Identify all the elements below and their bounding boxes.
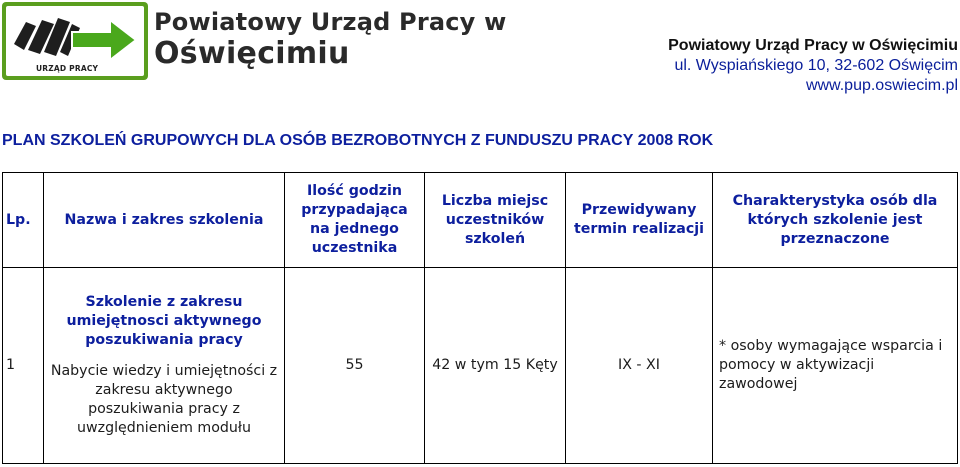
training-title: Szkolenie z zakresu umiejętnosci aktywnego poszukiwania pracy — [66, 294, 262, 348]
col-header-lp: Lp. — [3, 173, 44, 268]
logo-arrow-shape — [72, 20, 136, 60]
table-header-row — [3, 173, 958, 268]
office-name: Powiatowy Urząd Pracy w Oświęcimiu — [668, 37, 958, 54]
cell-name — [44, 268, 285, 464]
office-website-link[interactable]: www.pup.oswiecim.pl — [805, 77, 958, 94]
cell-places: 42 w tym 15 Kęty — [425, 268, 566, 464]
col-header-hours: Ilość godzin przypadająca na jednego uczestnika — [285, 173, 425, 268]
logo-caption: URZĄD PRACY — [36, 64, 99, 73]
col-header-name: Nazwa i zakres szkolenia — [44, 173, 285, 268]
col-header-target: Charakterystyka osób dla których szkolenie jest przeznaczone — [713, 173, 958, 268]
training-plan-table — [2, 172, 958, 464]
contact-block — [668, 36, 958, 96]
col-header-places: Liczba miejsc uczestników szkoleń — [425, 173, 566, 268]
cell-term: IX - XI — [566, 268, 713, 464]
cell-target-group: * osoby wymagające wsparcia i pomocy w aktywizacji zawodowej — [713, 268, 958, 464]
logo-emblem — [2, 2, 148, 80]
pup-logo — [2, 2, 507, 80]
table-row — [3, 268, 958, 464]
logo-text-line1: Powiatowy Urząd Pracy w — [154, 8, 507, 36]
logo-text-line2: Oświęcimiu — [154, 36, 350, 71]
document-title: PLAN SZKOLEŃ GRUPOWYCH DLA OSÓB BEZROBOTNYCH Z FUNDUSZU PRACY 2008 ROK — [2, 132, 714, 149]
cell-lp: 1 — [3, 268, 44, 464]
col-header-term: Przewidywany termin realizacji — [566, 173, 713, 268]
office-address: ul. Wyspiańskiego 10, 32-602 Oświęcim — [674, 57, 958, 74]
training-description: Nabycie wiedzy i umiejętności z zakresu aktywnego poszukiwania pracy z uwzględnieniem modułu — [50, 363, 278, 436]
cell-hours: 55 — [285, 268, 425, 464]
